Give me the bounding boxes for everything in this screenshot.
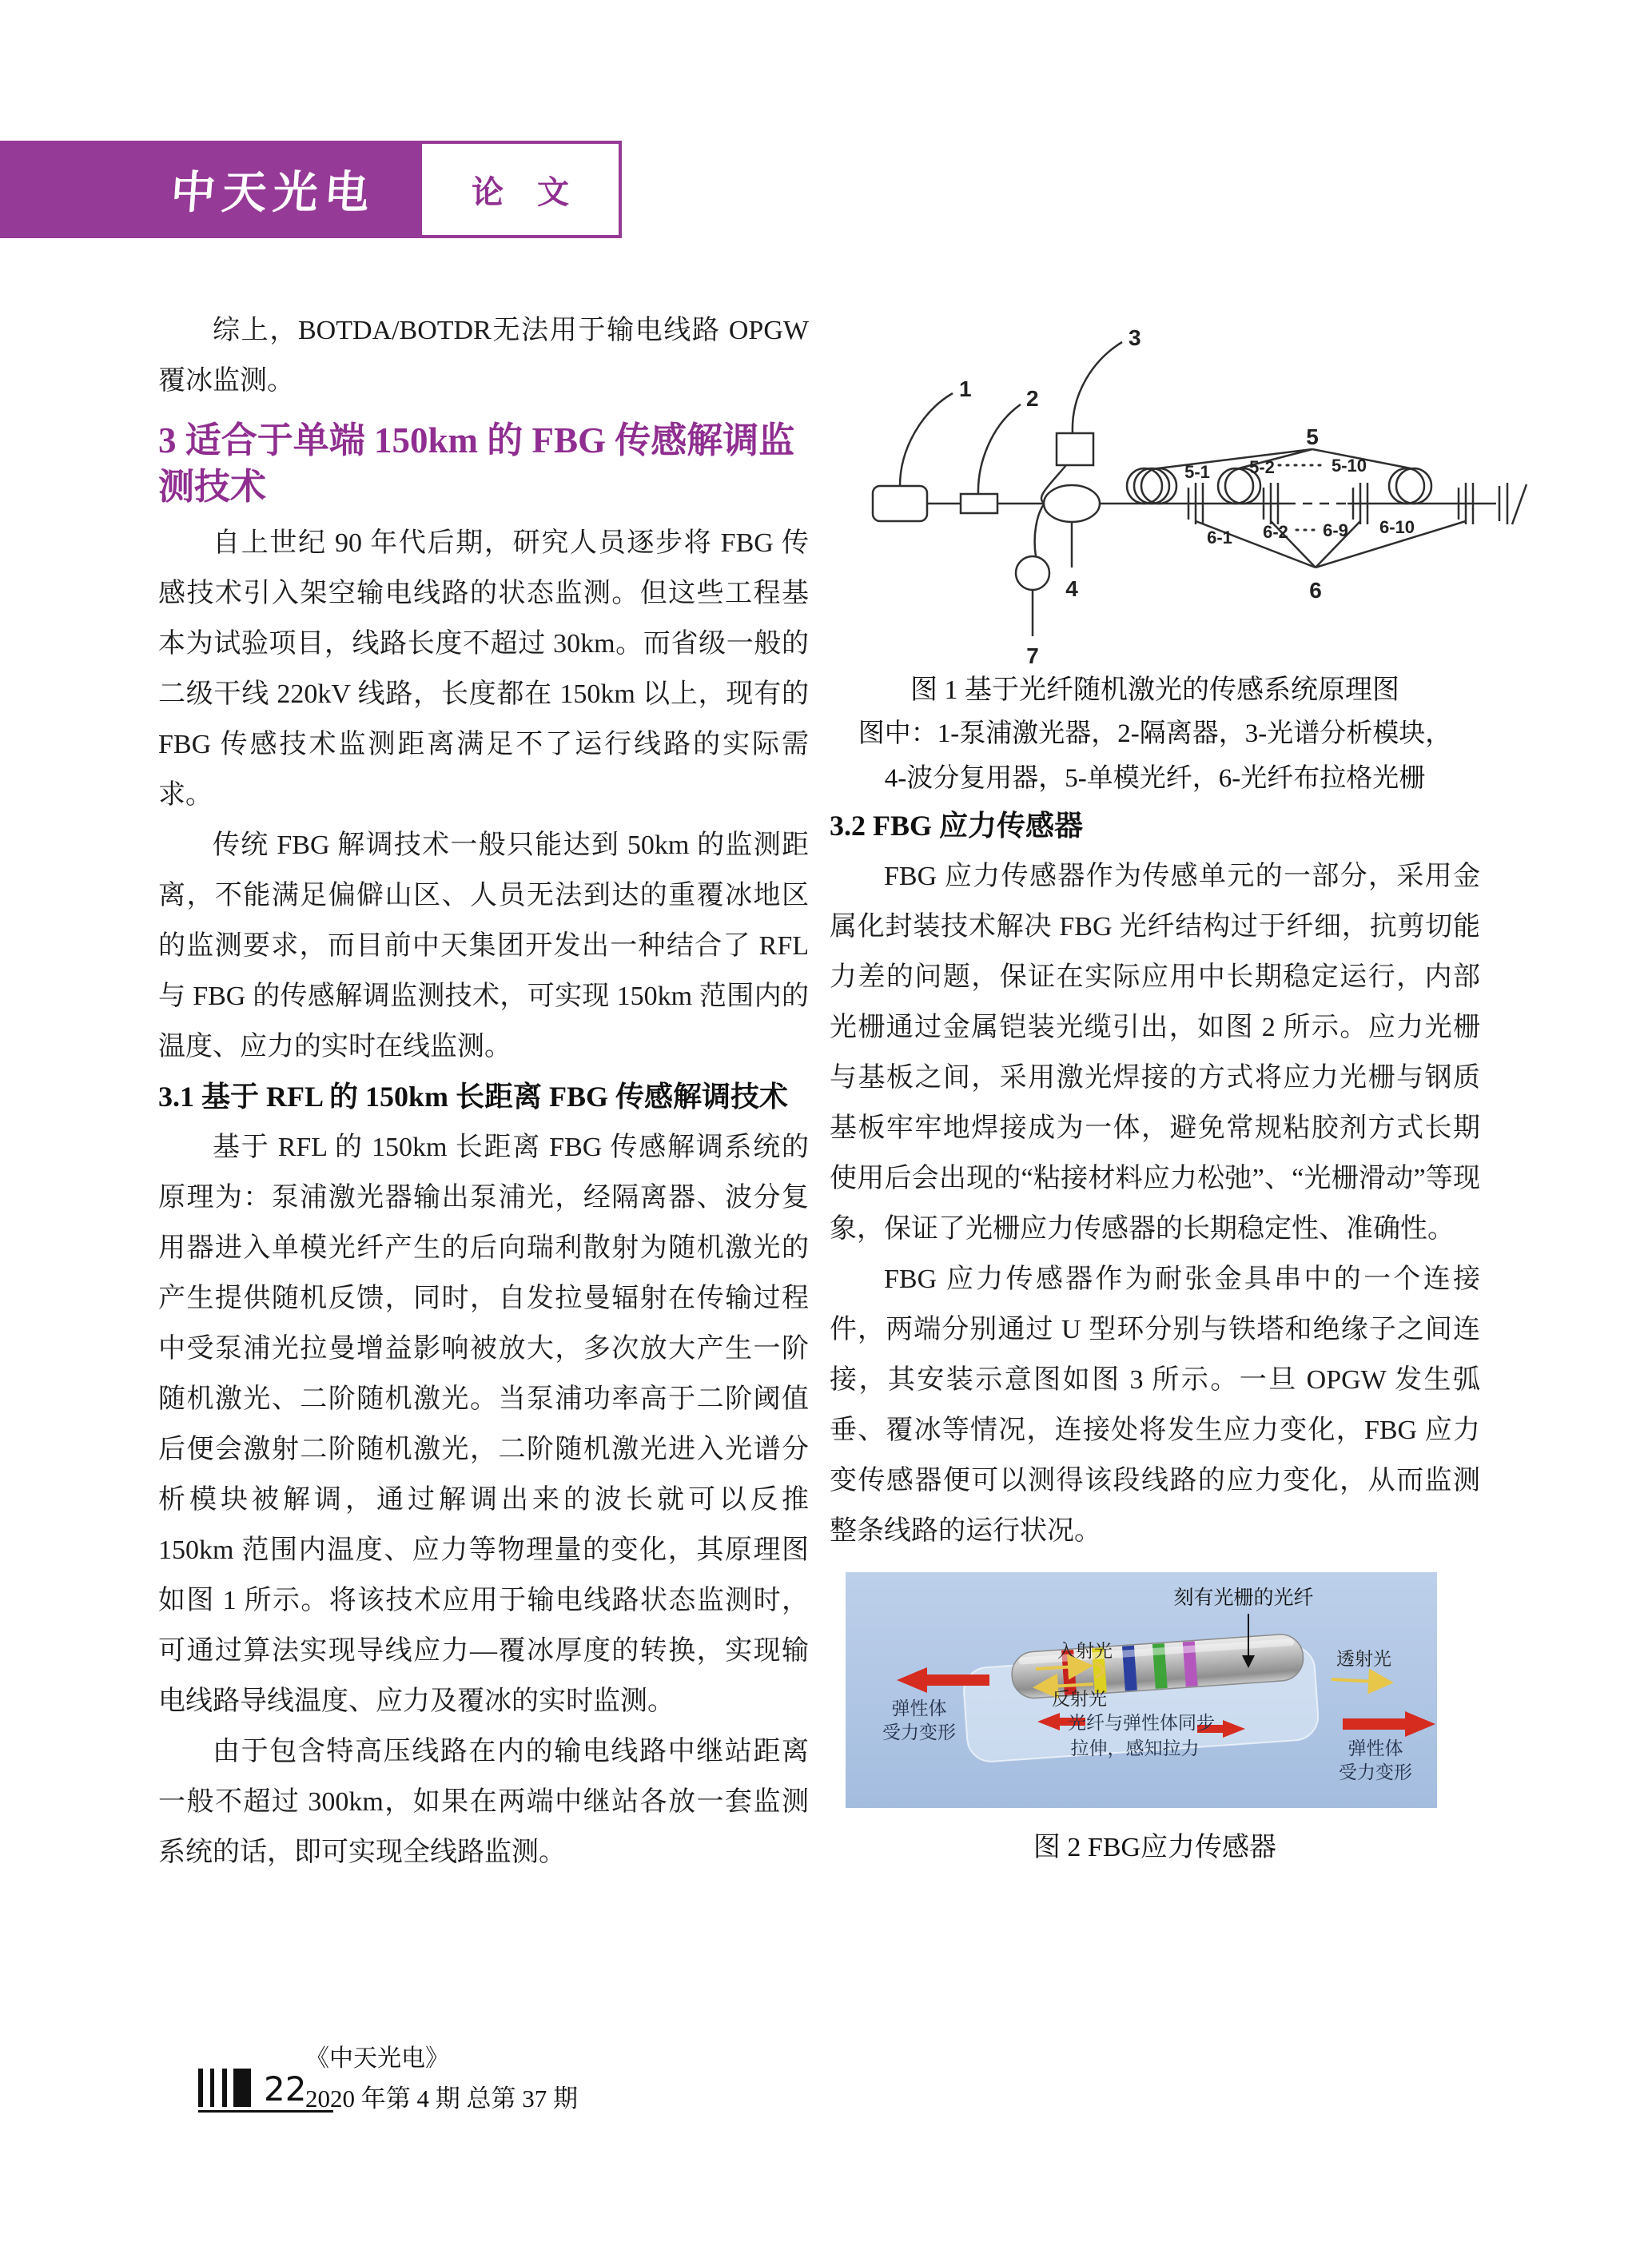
fig2-label-incident: 入射光 <box>1057 1641 1113 1661</box>
fig1-label-6-2: 6-2 <box>1263 522 1288 542</box>
pump-laser-box <box>873 486 927 521</box>
fig1-label-1: 1 <box>959 376 972 401</box>
figure-1-legend-line2: 4-波分复用器，5-单模光纤，6-光纤布拉格光栅 <box>884 764 1426 793</box>
fig2-label-reflected: 反射光 <box>1052 1689 1107 1709</box>
fig1-label-4: 4 <box>1065 576 1078 601</box>
section-heading-3: 3 适合于单端 150km 的 FBG 传感解调监测技术 <box>158 420 795 507</box>
right-column <box>830 285 1480 1864</box>
fig2-label-elastomer-right-1: 弹性体 <box>1347 1738 1403 1758</box>
paragraph-rfl-principle: 基于 RFL 的 150km 长距离 FBG 传感解调系统的原理为：泵浦激光器输出泵浦光，经隔离器、波分复用器进入单模光纤产生的后向瑞利散射为随机激光的产生提供随机反馈，同时，自发拉曼辐射在传输过程中受泵浦光拉曼增益影响被放大，多次放大产生一阶随机激光、二阶随机激光。当泵浦功率高于二阶阈值后便会激射二阶随机激光，二阶随机激光进入光谱分析模块被解调，通过解调出来的波长就可以反推 150km 范围内温度、应力等物理量的变化，其原理图如图 1 所示。将该技术应用于输电线路状态监测时，可通过算法实现导线应力—覆冰厚度的转换，实现输电线路导线温度、应力及覆冰的实时监测。 <box>158 1133 809 1716</box>
journal-title: 《中天光电》 <box>305 2045 449 2072</box>
figure-1-diagram <box>830 285 1480 667</box>
leader-line-3 <box>1073 342 1122 433</box>
journal-issue: 2020 年第 4 期 总第 37 期 <box>305 2085 578 2113</box>
fiber-coil-1 <box>1127 468 1176 504</box>
leader-line-1 <box>900 393 953 486</box>
paragraph-history: 自上世纪 90 年代后期，研究人员逐步将 FBG 传感技术引入架空输电线路的状态监测。但这些工程基本为试验项目，线路长度不超过 30km。而省级一般的二级干线 220kV 线路，长度都在 150km 以上，现有的 FBG 传感技术监测距离满足不了运行线路的实际需求。 <box>158 528 809 810</box>
fiber-coil-3 <box>1389 468 1431 504</box>
fig1-label-5-2: 5-2 <box>1249 457 1275 477</box>
fig1-label-2: 2 <box>1026 386 1039 411</box>
paper-tag-box <box>419 141 622 238</box>
figure-1-caption: 图 1 基于光纤随机激光的传感系统原理图 <box>910 675 1399 705</box>
fig2-label-transmitted: 透射光 <box>1336 1649 1391 1669</box>
fig1-label-6-9: 6-9 <box>1323 520 1348 540</box>
fig2-label-elastomer-right-2: 受力变形 <box>1339 1762 1412 1782</box>
paragraph-summary: 综上，BOTDA/BOTDR无法用于输电线路 OPGW 覆冰监测。 <box>158 316 809 396</box>
fig2-label-grating-fiber: 刻有光栅的光纤 <box>1173 1587 1314 1609</box>
fig1-label-6: 6 <box>1309 578 1322 603</box>
fig1-label-6-1: 6-1 <box>1207 528 1232 548</box>
port-circle <box>1016 556 1049 590</box>
spectrum-module-box <box>1057 433 1093 465</box>
section-heading-3-2: 3.2 FBG 应力传感器 <box>830 810 1084 842</box>
section-heading-3-1: 3.1 基于 RFL 的 150km 长距离 FBG 传感解调技术 <box>158 1081 789 1113</box>
fig1-label-5-1: 5-1 <box>1184 462 1210 482</box>
wdm-ellipse <box>1044 485 1100 522</box>
fig2-label-elastomer-left-1: 弹性体 <box>891 1698 947 1718</box>
paper-tag-label: 论 文 <box>472 173 582 210</box>
page-number: 22 <box>264 2069 307 2109</box>
fig1-label-7: 7 <box>1026 643 1039 667</box>
left-column <box>158 305 809 1878</box>
fig1-svg <box>826 285 1546 667</box>
fiber-end-icon <box>1499 483 1527 524</box>
fig1-label-6-10: 6-10 <box>1379 517 1415 537</box>
footer-bars-icon <box>198 2069 203 2107</box>
isolator-box <box>961 494 997 513</box>
figure-1-legend-line1: 图中：1-泵浦激光器，2-隔离器，3-光谱分析模块， <box>858 719 1452 748</box>
paragraph-fbg-install: FBG 应力传感器作为耐张金具串中的一个连接件，两端分别通过 U 型环分别与铁塔和绝缘子之间连接，其安装示意图如图 3 所示。一旦 OPGW 发生弧垂、覆冰等情况，连接处将发生应力变化，FBG 应力变传感器便可以测得该段线路的应力变化，从而监测整条线路的运行状况。 <box>830 1264 1480 1546</box>
figure-2-caption: 图 2 FBG应力传感器 <box>1033 1833 1277 1862</box>
fig2-label-elastomer-left-2: 受力变形 <box>882 1722 956 1742</box>
fig2-label-sync-1: 光纤与弹性体同步 <box>1068 1713 1215 1733</box>
brand-banner <box>0 141 419 238</box>
paragraph-relay-station: 由于包含特高压线路在内的输电线路中继站距离一般不超过 300km，如果在两端中继站各放一套监测系统的话，即可实现全线路监测。 <box>158 1737 809 1867</box>
paragraph-fbg-sensor: FBG 应力传感器作为传感单元的一部分，采用金属化封装技术解决 FBG 光纤结构过于纤细，抗剪切能力差的问题，保证在实际应用中长期稳定运行，内部光栅通过金属铠装光缆引出，如图 2 所示。应力光栅与基板之间，采用激光焊接的方式将应力光栅与钢质基板牢牢地焊接成为一体，避免常规粘胶剂方式长期使用后会出现的“粘接材料应力松弛”、“光栅滑动”等现象，保证了光栅应力传感器的长期稳定性、准确性。 <box>830 862 1480 1244</box>
figure-2-image <box>846 1572 1437 1808</box>
fig1-label-3: 3 <box>1129 325 1141 350</box>
leader-line-2 <box>978 404 1021 494</box>
fig2-svg <box>846 1572 1437 1808</box>
fig1-label-5: 5 <box>1306 424 1319 449</box>
paragraph-traditional-fbg: 传统 FBG 解调技术一般只能达到 50km 的监测距离，不能满足偏僻山区、人员无法到达的重覆冰地区的监测要求，而目前中天集团开发出一种结合了 RFL 与 FBG 的传感解调监测技术，可实现 150km 范围内的温度、应力的实时在线监测。 <box>158 830 809 1061</box>
fig2-label-sync-2: 拉伸，感知拉力 <box>1070 1738 1200 1758</box>
brand-logo-text: 中天光电 <box>169 169 377 218</box>
fig1-label-5-10: 5-10 <box>1331 456 1367 476</box>
